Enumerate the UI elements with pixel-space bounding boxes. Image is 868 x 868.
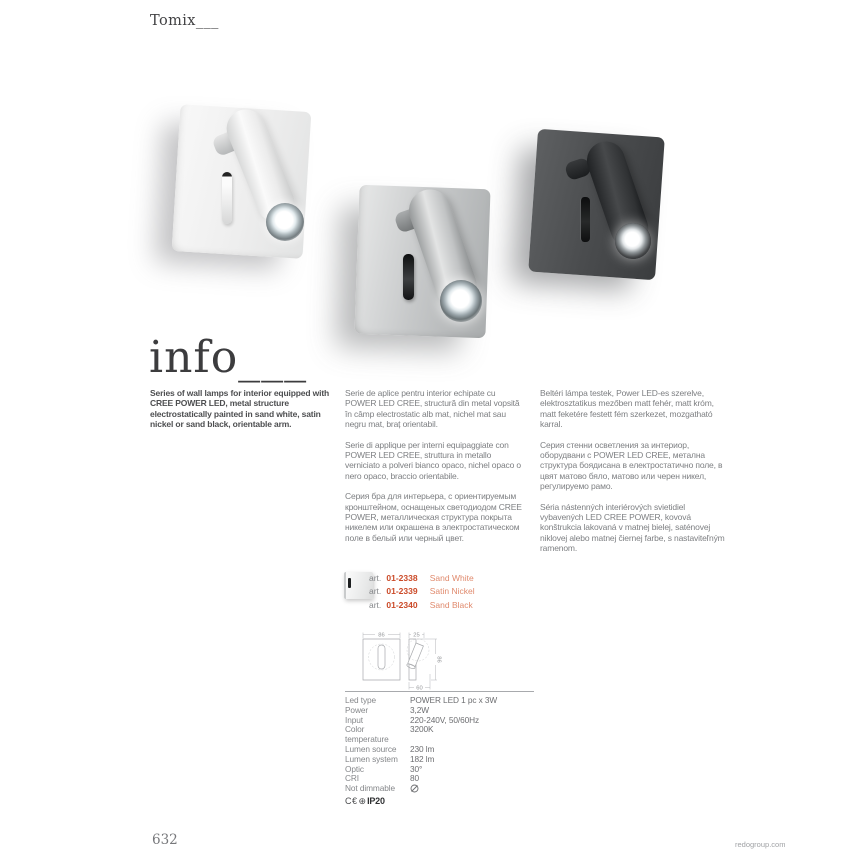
article-label: art.: [369, 586, 382, 597]
article-finish: Sand White: [429, 573, 474, 583]
not-dimmable-icon: [410, 784, 419, 795]
spec-label: Lumen source: [345, 743, 397, 754]
thumbnail-switch: [348, 578, 351, 588]
series-title: Tomix___: [150, 13, 219, 29]
not-dimmable-label: Not dimmable: [345, 783, 395, 794]
spec-row-lumen-system: [345, 755, 534, 765]
spec-value: POWER LED 1 pc x 3W: [410, 695, 498, 705]
article-finish: Sand Black: [429, 599, 473, 610]
lamp-switch: [403, 254, 414, 300]
spec-label: Input: [345, 714, 363, 725]
footer-url: redogroup.com: [735, 840, 786, 849]
description-column-en: [150, 388, 332, 440]
spec-label: Lumen system: [345, 753, 398, 764]
spec-row-not-dimmable: [345, 784, 534, 795]
spec-label: Power: [345, 704, 369, 715]
certification-row: [345, 796, 534, 807]
description-hu: Beltéri lámpa testek, Power LED-es szerelve, elektrosztatikus mezőben matt fehér, matt króm, matt feketére festett fém szerkezet, mozgatható karral.: [540, 388, 714, 430]
article-label: art.: [369, 599, 382, 610]
spec-value: 230 lm: [410, 743, 435, 754]
spec-value: 80: [410, 773, 420, 784]
description-bg: Серия стенни осветления за интериор, оборудвани с POWER LED CREE, метална структура боядисана в електростатично поле, в цвят матово бяло, матово или черен никел, регулируемо рамо.: [540, 439, 723, 492]
description-column-hu-bg-sk: [540, 388, 727, 564]
article-code: 01-2338: [386, 573, 418, 583]
spec-value: 182 lm: [410, 753, 435, 764]
description-sk: Séria nástenných interiérových svietidiel vybavených LED CREE POWER, kovová konštrukcia lakovaná v matnej bielej, saténovej niklovej alebo matnej čiernej farbe, s nastaviteľným ramenom.: [540, 501, 725, 554]
ip-rating: IP20: [367, 795, 385, 806]
article-label: art.: [369, 573, 382, 583]
spec-label: Optic: [345, 763, 364, 774]
article-code: 01-2339: [386, 586, 418, 597]
article-row: [369, 585, 475, 598]
lamp-lens: [440, 280, 482, 322]
spec-table: [345, 691, 534, 807]
lamp-lens: [266, 203, 304, 241]
spec-value: 3200K: [410, 724, 434, 735]
dim-depth: 25: [413, 632, 420, 639]
product-title: info___: [149, 332, 308, 383]
dim-total-depth: 60: [416, 685, 423, 692]
dim-front-width: 86: [378, 632, 385, 639]
ce-mark-icon: C€: [345, 795, 358, 806]
dim-height: 86: [435, 656, 442, 663]
spec-value: 220-240V, 50/60Hz: [410, 714, 480, 725]
certification-circle-icon: ⊕: [358, 795, 367, 806]
article-row: [369, 572, 475, 585]
spec-label: Color temperature: [345, 724, 389, 745]
description-ro: Serie de aplice pentru interior echipate cu POWER LED CREE, structură din metal vopsită în câmp electrostatic alb mat, nichel mat sau negru mat, braț orientabil.: [345, 388, 520, 430]
spec-label: Led type: [345, 695, 377, 705]
spec-value: 30°: [410, 763, 423, 774]
spec-row-input: [345, 716, 534, 726]
article-list: [369, 572, 475, 612]
spec-row-color-temperature: [345, 725, 534, 745]
spec-row-led-type: [345, 696, 534, 706]
description-en: Series of wall lamps for interior equipped with CREE POWER LED, metal structure electrostatically painted in sand white, satin nickel or sand black, orientable arm.: [150, 388, 330, 430]
spec-label: CRI: [345, 773, 359, 784]
lamp-switch: [580, 197, 590, 242]
dimension-drawing: [352, 624, 444, 694]
page-number: 632: [152, 832, 178, 848]
description-column-ro-it-ru: [345, 388, 528, 553]
spec-value: 3,2W: [410, 704, 429, 715]
lamp-lens: [615, 223, 651, 259]
description-it: Serie di applique per interni equipaggiate con POWER LED CREE, struttura in metallo verniciato a polveri bianco opaco, nichel opaco o nero opaco, braccio orientabile.: [345, 439, 521, 481]
article-code: 01-2340: [386, 599, 418, 610]
description-ru: Серия бра для интерьера, с ориентируемым кронштейном, оснащеных светодиодом CREE POWER, металлическая структура покрыта никелем или окрашена в электростатическом поле в белый или черный цвет.: [345, 491, 522, 543]
spec-row-optic: [345, 765, 534, 775]
lamp-switch: [222, 172, 232, 224]
article-row: [369, 599, 475, 612]
article-finish: Satin Nickel: [429, 586, 475, 597]
